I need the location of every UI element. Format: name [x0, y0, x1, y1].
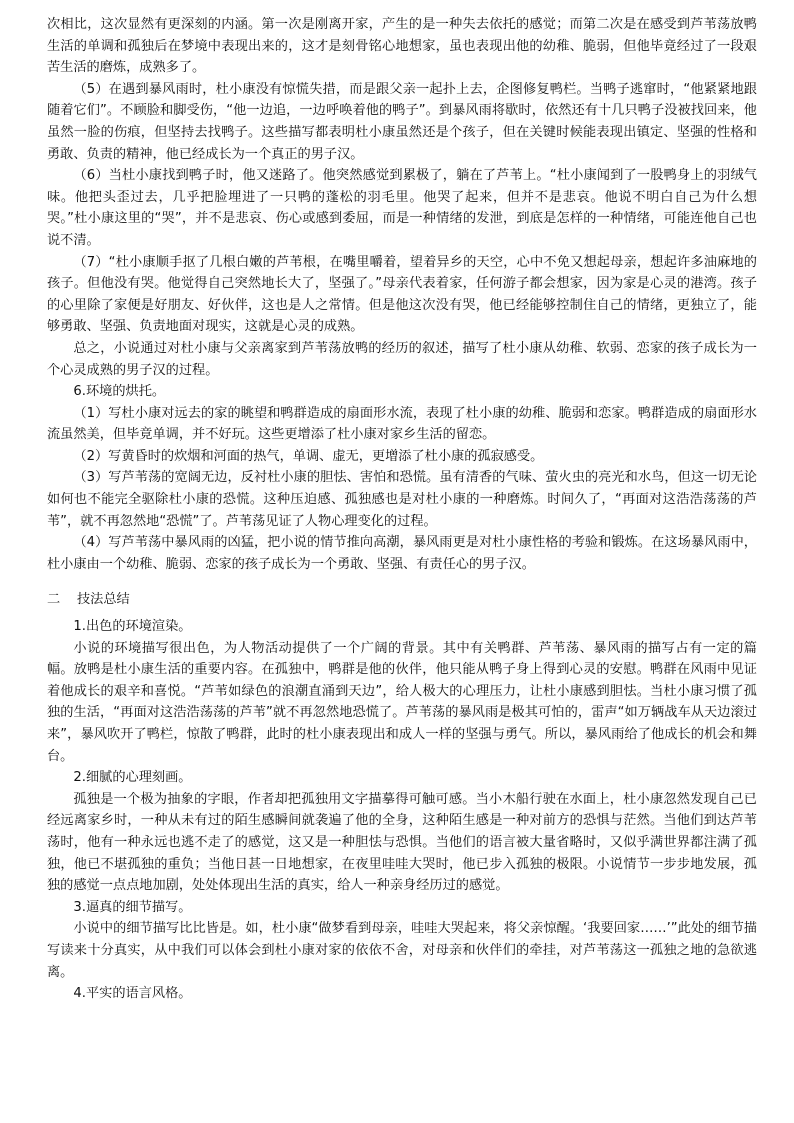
paragraph-technique-2: 孤独是一个极为抽象的字眼，作者却把孤独用文字描摹得可触可感。当小木船行驶在水面上，杜小康忽然发现自己已经远离家乡时，一种从未有过的陌生感瞬间就袭遍了他的全身，这种陌生感是一种对前方的恐惧与茫然。当他们到达芦苇荡时，他有一种永远也逃不走了的感觉，这又是一种胆怯与恐惧。当他们的语言被大量省略时，又似乎满世界都注满了孤独，他已不堪孤独的重负；当他日甚一日地想家，在夜里哇哇大哭时，他已步入孤独的极限。小说情节一步步地发展，孤独的感觉一点点地加剧，处处体现出生活的真实，给人一种亲身经历过的感觉。 [47, 791, 757, 894]
subheading-technique-2: 2.细腻的心理刻画。 [73, 770, 192, 786]
section-heading: 二 技法总结 [47, 592, 130, 608]
paragraph-summary: 总之，小说通过对杜小康与父亲离家到芦苇荡放鸭的经历的叙述，描写了杜小康从幼稚、软弱、恋家的孩子成长为一个心灵成熟的男子汉的过程。 [47, 340, 757, 378]
paragraph-env-4: （4）写芦苇荡中暴风雨的凶猛，把小说的情节推向高潮，暴风雨更是对杜小康性格的考验和锻炼。在这场暴风雨中，杜小康由一个幼稚、脆弱、恋家的孩子成长为一个勇敢、坚强、有责任心的男子汉。 [47, 535, 757, 572]
paragraph-env-3: （3）写芦苇荡的宽阔无边，反衬杜小康的胆怯、害怕和恐慌。虽有清香的气味、萤火虫的亮光和水鸟，但这一切无论如何也不能完全驱除杜小康的恐慌。这种压迫感、孤独感也是对杜小康的一种磨炼。时间久了，“再面对这浩浩荡荡的芦苇”，就不再忽然地“恐慌”了。芦苇荡见证了人物心理变化的过程。 [47, 470, 757, 529]
subheading-technique-4: 4.平实的语言风格。 [73, 986, 192, 1002]
paragraph-item-5: （5）在遇到暴风雨时，杜小康没有惊慌失措，而是跟父亲一起扑上去，企图修复鸭栏。当鸭子逃窜时，“他紧紧地跟随着它们”。不顾脸和脚受伤，“他一边追，一边呼唤着他的鸭子”。到暴风雨将歇时，依然还有十几只鸭子没被找回来，他虽然一脸的伤痕，但坚持去找鸭子。这些描写都表明杜小康虽然还是个孩子，但在关键时候能表现出镇定、坚强的性格和勇敢、负责的精神，他已经成长为一个真正的男子汉。 [47, 81, 757, 162]
paragraph-technique-3: 小说中的细节描写比比皆是。如，杜小康“做梦看到母亲，哇哇大哭起来，将父亲惊醒。‘我要回家……’”此处的细节描写读来十分真实，从中我们可以体会到杜小康对家的依依不舍，对母亲和伙伴们的牵挂，对芦苇荡这一孤独之地的急欲逃离。 [47, 921, 757, 980]
document-page [47, 14, 757, 1005]
subheading-technique-3: 3.逼真的细节描写。 [73, 899, 192, 915]
paragraph-technique-1: 小说的环境描写很出色，为人物活动提供了一个广阔的背景。其中有关鸭群、芦苇荡、暴风雨的描写占有一定的篇幅。放鸭是杜小康生活的重要内容。在孤独中，鸭群是他的伙伴，他只能从鸭子身上得到心灵的安慰。鸭群在风雨中见证着他成长的艰辛和喜悦。“芦苇如绿色的浪潮直涌到天边”，给人极大的心理压力，让杜小康感到胆怯。当杜小康习惯了孤独的生活，“再面对这浩浩荡荡的芦苇”就不再忽然地恐慌了。芦苇荡的暴风雨是极其可怕的，雷声“如万辆战车从天边滚过来”，暴风吹开了鸭栏，惊散了鸭群，此时的杜小康表现出和成人一样的坚强与勇气。所以，暴风雨给了他成长的机会和舞台。 [47, 640, 757, 764]
paragraph-env-2: （2）写黄昏时的炊烟和河面的热气，单调、虚无，更增添了杜小康的孤寂感受。 [73, 448, 544, 464]
paragraph-continuation: 次相比，这次显然有更深刻的内涵。第一次是刚离开家，产生的是一种失去依托的感觉；而第二次是在感受到芦苇荡放鸭生活的单调和孤独后在梦境中表现出来的，这才是刻骨铭心地想家，虽也表现出他的幼稚、脆弱，但他毕竟经过了一段艰苦生活的磨炼，成熟多了。 [47, 17, 757, 76]
subheading-environment: 6.环境的烘托。 [73, 384, 166, 400]
paragraph-item-7: （7）“杜小康顺手抠了几根白嫩的芦苇根，在嘴里嚼着，望着异乡的天空，心中不免又想起母亲，想起许多油麻地的孩子。但他没有哭。他觉得自己突然地长大了，坚强了。”母亲代表着家，任何游子都会想家，因为家是心灵的港湾。孩子的心里除了家便是好朋友、好伙伴，这也是人之常情。但是他这次没有哭，他已经能够控制住自己的情绪，更独立了，能够勇敢、坚强、负责地面对现实，这就是心灵的成熟。 [47, 254, 757, 335]
paragraph-env-1: （1）写杜小康对远去的家的眺望和鸭群造成的扇面形水流，表现了杜小康的幼稚、脆弱和恋家。鸭群造成的扇面形水流虽然美，但毕竟单调，并不好玩。这些更增添了杜小康对家乡生活的留恋。 [47, 405, 757, 443]
paragraph-item-6: （6）当杜小康找到鸭子时，他又迷路了。他突然感觉到累极了，躺在了芦苇上。“杜小康闻到了一股鸭身上的羽绒气味。他把头歪过去，几乎把脸埋进了一只鸭的蓬松的羽毛里。他哭了起来，但并不是悲哀。他说不明白自己为什么想哭。”杜小康这里的“哭”，并不是悲哀、伤心或感到委屈，而是一种情绪的发泄，到底是怎样的一种情绪，可能连他自己也说不清。 [47, 168, 757, 248]
subheading-technique-1: 1.出色的环境渲染。 [73, 619, 192, 635]
